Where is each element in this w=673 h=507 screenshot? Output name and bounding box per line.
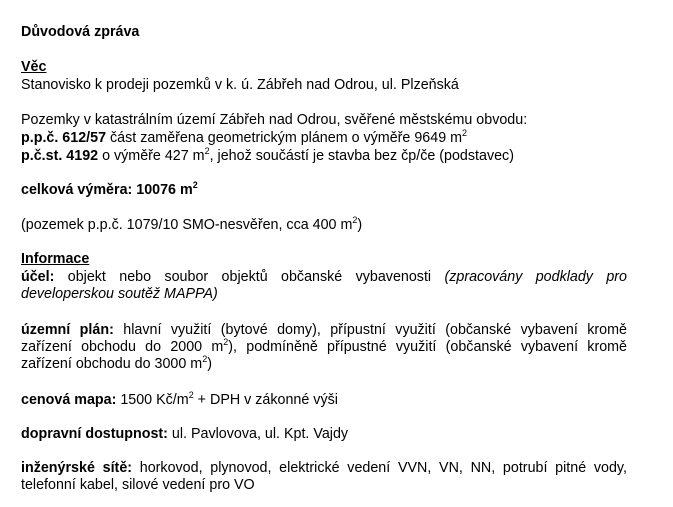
uzemni-text-c: ) bbox=[207, 356, 212, 372]
dopravni-text: ul. Pavlovova, ul. Kpt. Vajdy bbox=[167, 426, 349, 442]
ucel-italic: (zpracovány podklady pro developerskou soutěž MAPPA) bbox=[21, 269, 627, 302]
uzemni-sup-a: 2 bbox=[223, 337, 229, 347]
parcel-sup-2: 2 bbox=[204, 146, 210, 156]
title-text: Důvodová zpráva bbox=[21, 24, 140, 40]
cenova-text-b: + DPH v zákonné výši bbox=[193, 392, 338, 408]
uzemni-label: územní plán: bbox=[21, 322, 114, 338]
ucel-text: objekt nebo soubor objektů občanské vybavenosti bbox=[54, 269, 445, 285]
informace-heading-text: Informace bbox=[21, 251, 90, 267]
uzemni-plan-paragraph bbox=[21, 322, 627, 373]
vec-heading bbox=[21, 59, 627, 76]
site-text: horkovod, plynovod, elektrické vedení VVN, VN, NN, potrubí pitné vody, telefonní kabel, silové vedení pro VO bbox=[21, 460, 627, 493]
pozemky-intro: Pozemky v katastrálním území Zábřeh nad Odrou, svěřené městskému obvodu: bbox=[21, 112, 528, 128]
cenova-sup: 2 bbox=[188, 390, 194, 400]
uzemni-text-a: hlavní využití (bytové domy), přípustní využití (občanské vybavení kromě zařízení obchodu do 2000 m bbox=[21, 322, 627, 355]
dopravni-label: dopravní dostupnost: bbox=[21, 426, 168, 442]
parcel-desc-2b: , jehož součástí je stavba bez čp/če (podstavec) bbox=[209, 148, 514, 164]
cenova-mapa bbox=[21, 392, 627, 409]
poznamka-sup: 2 bbox=[352, 215, 358, 225]
cenova-label: cenová mapa: bbox=[21, 392, 117, 408]
celkova-sup: 2 bbox=[192, 180, 198, 190]
poznamka-text-a: (pozemek p.p.č. 1079/10 SMO-nesvěřen, cca 400 m bbox=[21, 217, 353, 233]
parcel-desc-1: část zaměřena geometrickým plánem o výměře 9649 m bbox=[106, 130, 463, 146]
celkova-vymera bbox=[21, 182, 627, 199]
ucel-paragraph bbox=[21, 269, 627, 303]
poznamka-text-b: ) bbox=[357, 217, 363, 233]
cenova-text-a: 1500 Kč/m bbox=[116, 392, 189, 408]
document-title bbox=[21, 24, 627, 41]
vec-heading-text: Věc bbox=[21, 59, 47, 75]
uzemni-sup-b: 2 bbox=[202, 354, 208, 364]
uzemni-text-b: ), podmíněně přípustné využití (občanské vybavení kromě zařízení obchodu do 3000 m bbox=[21, 339, 628, 372]
parcel-desc-2a: o výměře 427 m bbox=[98, 148, 205, 164]
inzenyrske-site bbox=[21, 460, 627, 494]
site-label: inženýrské sítě: bbox=[21, 460, 133, 476]
pozemek-line-1 bbox=[21, 130, 627, 147]
parcel-id-2: p.č.st. 4192 bbox=[21, 148, 99, 164]
pozemek-line-2 bbox=[21, 148, 627, 165]
dopravni-dostupnost bbox=[21, 426, 627, 443]
celkova-text: celková výměra: 10076 m bbox=[21, 182, 193, 198]
parcel-sup-1: 2 bbox=[462, 128, 468, 138]
ucel-label: účel: bbox=[21, 269, 55, 285]
vec-text: Stanovisko k prodeji pozemků v k. ú. Zábřeh nad Odrou, ul. Plzeňská bbox=[21, 77, 459, 93]
informace-heading bbox=[21, 251, 627, 268]
poznamka bbox=[21, 217, 627, 234]
parcel-id-1: p.p.č. 612/57 bbox=[21, 130, 107, 146]
